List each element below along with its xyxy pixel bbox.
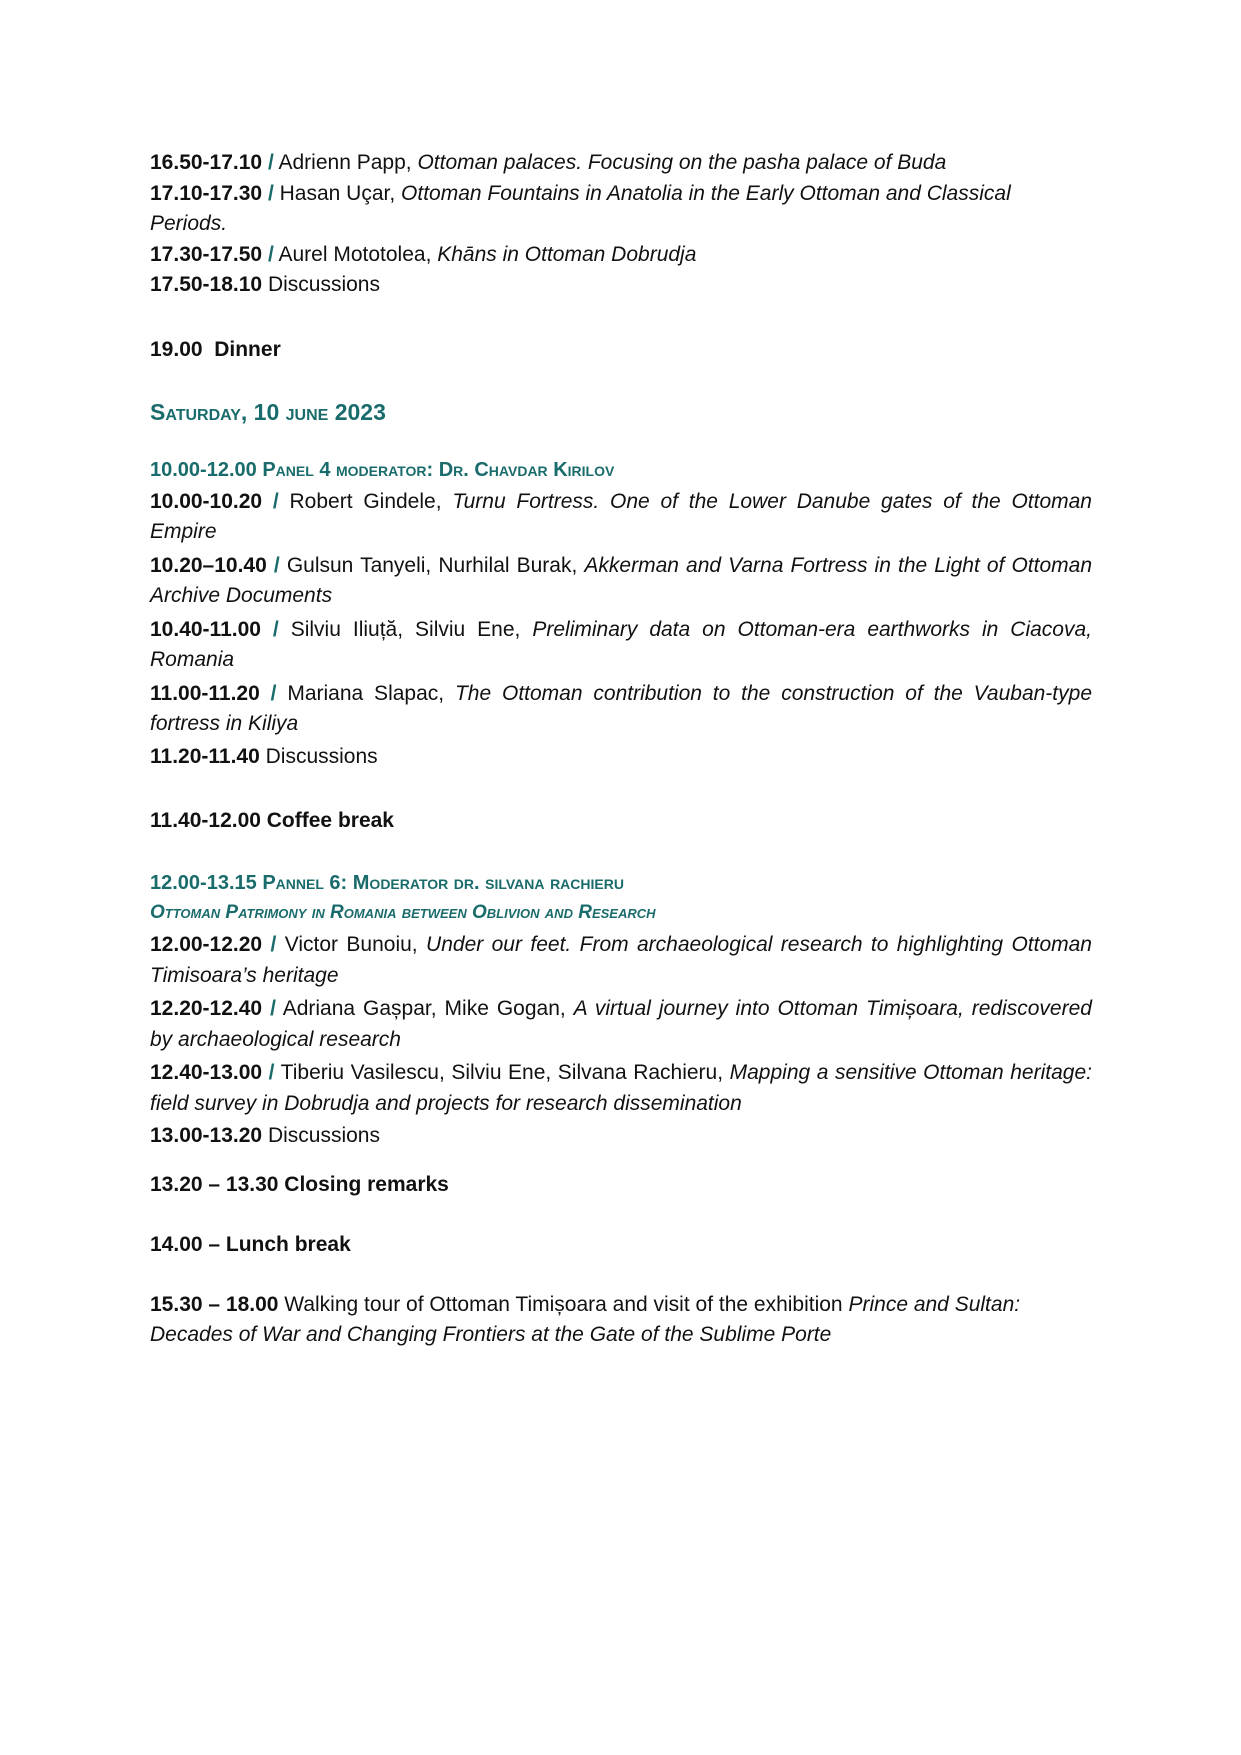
discussion-label: Discussions — [265, 744, 378, 768]
entry-authors: Gulsun Tanyeli, Nurhilal Burak, — [286, 553, 578, 577]
entry-title: The Ottoman contribution to the construction of the Vauban-type fortress in Kiliya — [150, 681, 1092, 735]
entry-time: 11.00-11.20 — [150, 681, 260, 705]
entry-time: 11.20-11.40 — [150, 744, 260, 768]
entry-title: Akkerman and Varna Fortress in the Light of Ottoman Archive Documents — [150, 553, 1092, 607]
entry-title: Under our feet. From archaeological research to highlighting Ottoman Timisoara’s heritage — [150, 933, 1092, 987]
entry-title: Turnu Fortress. One of the Lower Danube gates of the Ottoman Empire — [150, 489, 1092, 543]
discussion-entry — [150, 742, 1092, 773]
entry-separator: / — [270, 997, 276, 1020]
entry-title: Khāns in Ottoman Dobrudja — [437, 242, 697, 266]
entry-title: Ottoman Fountains in Anatolia in the Early Ottoman and Classical Periods. — [150, 181, 1011, 235]
entry-separator: / — [267, 151, 274, 174]
program-entry — [150, 1058, 1092, 1119]
discussion-entry — [150, 1121, 1092, 1152]
entry-title: Preliminary data on Ottoman-era earthworks in Ciacova, Romania — [150, 617, 1092, 671]
entry-time: 12.20-12.40 — [150, 997, 263, 1020]
closing-remarks: 13.20 – 13.30 Closing remarks — [150, 1172, 449, 1196]
entry-time: 17.50-18.10 — [150, 273, 263, 296]
program-entry — [150, 994, 1092, 1055]
discussion-entry — [150, 270, 1092, 301]
program-entry — [150, 615, 1092, 676]
entry-separator: / — [270, 681, 277, 705]
exhibition-title: Prince and Sultan: Decades of War and Changing Frontiers at the Gate of the Sublime Porte — [150, 1292, 1021, 1346]
coffee-break: 11.40-12.00 Coffee break — [150, 809, 394, 832]
entry-title: Mapping a sensitive Ottoman heritage: field survey in Dobrudja and projects for research dissemination — [150, 1061, 1092, 1115]
panel-subheading: Ottoman Patrimony in Romania between Oblivion and Research — [150, 902, 656, 923]
entry-separator: / — [273, 553, 280, 577]
entry-separator: / — [267, 242, 274, 266]
entry-authors: Hasan Uçar, — [279, 181, 396, 205]
entry-authors: Silviu Iliuță, Silviu Ene, — [290, 617, 521, 641]
program-entry — [150, 930, 1092, 991]
panel-heading: 12.00-13.15 Pannel 6: Moderator dr. silvana rachieru — [150, 872, 624, 894]
dinner-label: Dinner — [214, 337, 281, 361]
entry-authors: Adrienn Papp, — [278, 151, 412, 174]
discussion-label: Discussions — [267, 1124, 380, 1147]
panel-6-section — [150, 868, 1092, 1152]
panel-heading: 10.00-12.00 Panel 4 moderator: Dr. Chavdar Kirilov — [150, 458, 615, 481]
program-page — [150, 148, 1092, 1351]
program-entry — [150, 487, 1092, 548]
entry-separator: / — [272, 489, 279, 513]
entry-title: A virtual journey into Ottoman Timișoara, rediscovered by archaeological research — [150, 997, 1092, 1051]
program-entry — [150, 551, 1092, 612]
entry-time: 17.10-17.30 — [150, 181, 263, 205]
entry-time: 12.00-12.20 — [150, 933, 263, 956]
entry-separator: / — [267, 181, 274, 205]
entry-authors: Aurel Mototolea, — [278, 242, 432, 266]
friday-session — [150, 148, 1092, 301]
tour-description: Walking tour of Ottoman Timișoara and visit of the exhibition — [284, 1292, 843, 1316]
entry-time: 15.30 – 18.00 — [150, 1292, 279, 1316]
entry-time: 12.40-13.00 — [150, 1061, 263, 1084]
program-entry — [150, 240, 1092, 271]
entry-authors: Robert Gindele, — [289, 489, 442, 513]
entry-authors: Mariana Slapac, — [287, 681, 445, 705]
entry-separator: / — [272, 617, 279, 641]
program-entry — [150, 148, 1092, 179]
entry-title: Ottoman palaces. Focusing on the pasha palace of Buda — [417, 151, 947, 174]
entry-authors: Adriana Gașpar, Mike Gogan, — [282, 997, 566, 1020]
entry-separator: / — [268, 1061, 275, 1084]
discussion-label: Discussions — [267, 273, 380, 296]
entry-time: 17.30-17.50 — [150, 242, 263, 266]
dinner-time: 19.00 — [150, 337, 203, 361]
entry-separator: / — [270, 933, 277, 956]
walking-tour — [150, 1290, 1092, 1351]
panel-4-section — [150, 455, 1092, 773]
lunch-break: 14.00 – Lunch break — [150, 1232, 351, 1256]
entry-time: 13.00-13.20 — [150, 1124, 263, 1147]
program-entry — [150, 179, 1092, 240]
entry-time: 10.20–10.40 — [150, 553, 267, 577]
entry-authors: Victor Bunoiu, — [284, 933, 418, 956]
day-heading: Saturday, 10 june 2023 — [150, 398, 386, 425]
entry-time: 10.00-10.20 — [150, 489, 263, 513]
entry-authors: Tiberiu Vasilescu, Silviu Ene, Silvana Rachieru, — [280, 1061, 724, 1084]
program-entry — [150, 679, 1092, 740]
dinner-line — [150, 335, 1092, 365]
entry-time: 16.50-17.10 — [150, 151, 263, 174]
entry-time: 10.40-11.00 — [150, 617, 261, 641]
